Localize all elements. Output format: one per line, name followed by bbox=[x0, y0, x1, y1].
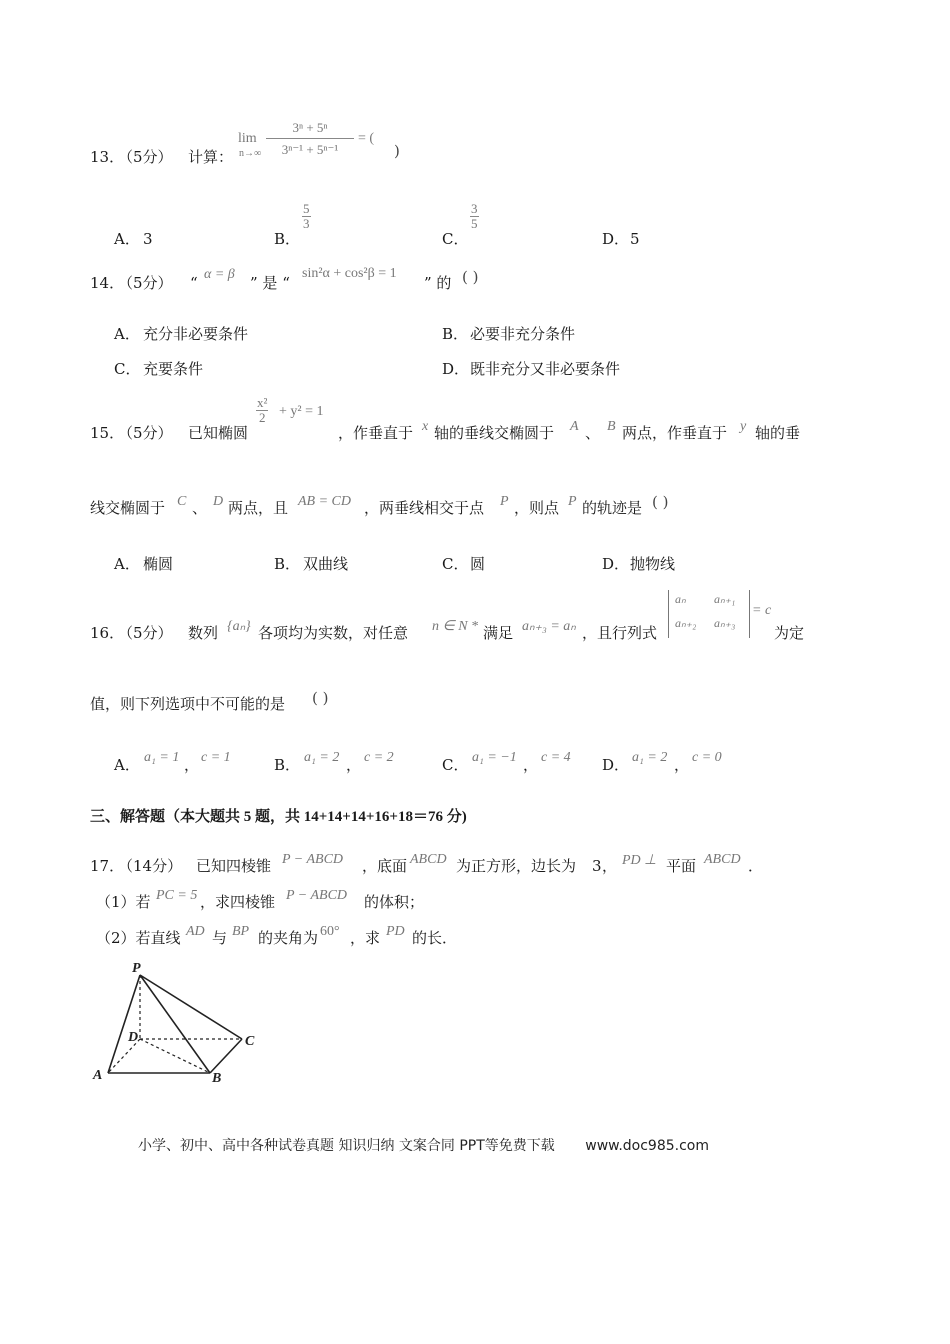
edge-BC bbox=[210, 1039, 242, 1073]
section-heading: 三、解答题（本大题共 5 题，共 14+14+14+16+18＝76 分) bbox=[90, 809, 467, 825]
edge-PB bbox=[140, 975, 210, 1073]
question-points: （5分） bbox=[118, 148, 173, 166]
label-D: D bbox=[128, 1030, 139, 1045]
edge-PA bbox=[108, 975, 140, 1073]
fraction-3-5: $\frac{3}{5}$ bbox=[471, 201, 478, 231]
label-A: A bbox=[93, 1068, 103, 1083]
footer-text: 小学、初中、高中各种试卷真题 知识归纳 文案合同 PPT等免费下载 bbox=[138, 1138, 555, 1154]
edge-PC bbox=[140, 975, 242, 1039]
question-number: 13． bbox=[90, 148, 125, 166]
pyramid-figure bbox=[88, 955, 268, 1085]
label-P: P bbox=[132, 961, 141, 976]
label-B: B bbox=[212, 1071, 222, 1085]
footer bbox=[138, 1135, 709, 1155]
footer-link[interactable]: www.doc985.com bbox=[585, 1138, 709, 1154]
question-stem: 计算： bbox=[188, 148, 234, 166]
determinant: aₙ aₙ₊₁ aₙ₊₂ aₙ₊₃ bbox=[668, 590, 750, 638]
label-C: C bbox=[245, 1034, 255, 1049]
fraction-5-3: $\frac{5}{3}$ bbox=[303, 201, 310, 231]
edge-DB bbox=[140, 1039, 210, 1073]
ellipse-fraction: $\frac{\text{x²}}{2}$ bbox=[257, 395, 268, 425]
